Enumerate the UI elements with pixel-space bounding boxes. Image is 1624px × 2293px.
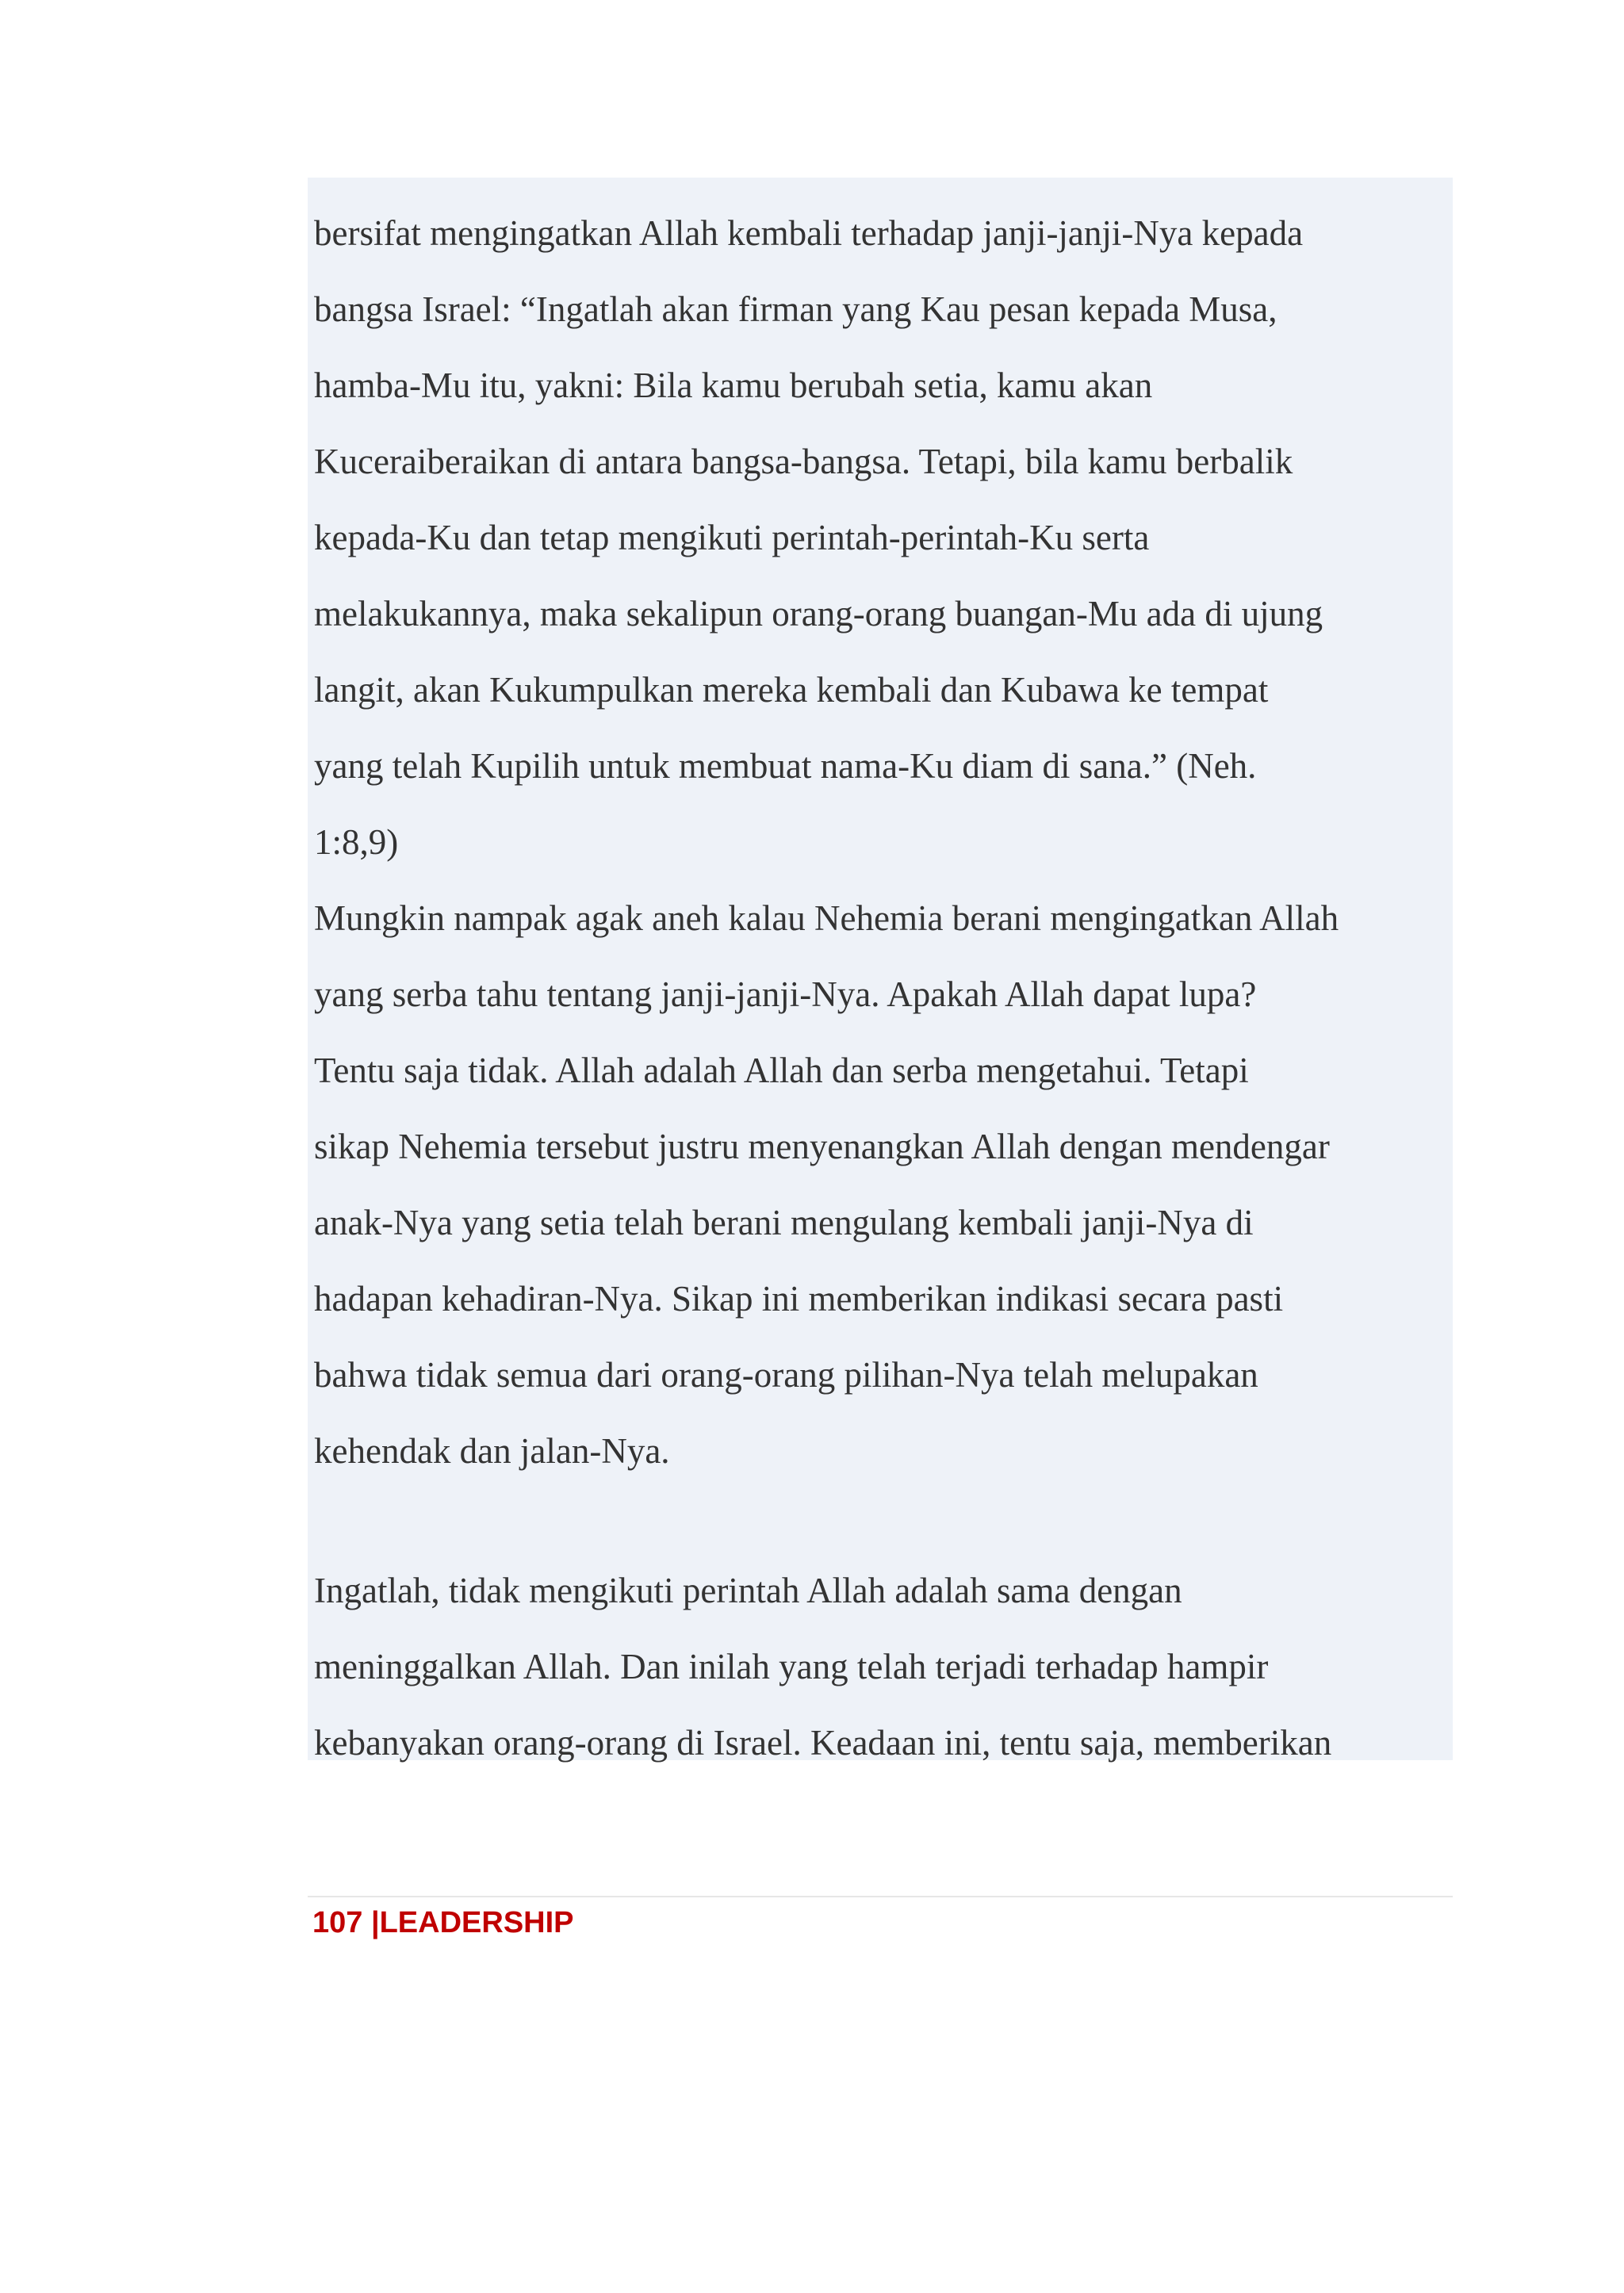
text-line-19: meninggalkan Allah. Dan inilah yang telah terjadi terhadap hampir: [314, 1647, 1269, 1686]
text-line-9: 1:8,9): [314, 822, 399, 862]
text-line-4: Kuceraiberaikan di antara bangsa-bangsa. Tetapi, bila kamu berbalik: [314, 442, 1293, 481]
text-block: [308, 178, 1453, 1763]
text-line-5: kepada-Ku dan tetap mengikuti perintah-perintah-Ku serta: [314, 518, 1150, 557]
text-line-20: kebanyakan orang-orang di Israel. Keadaan ini, tentu saja, memberikan: [314, 1723, 1332, 1763]
text-line-1: bersifat mengingatkan Allah kembali terhadap janji-janji-Nya kepada: [314, 213, 1304, 253]
text-line-15: hadapan kehadiran-Nya. Sikap ini memberikan indikasi secara pasti: [314, 1279, 1284, 1319]
text-line-7: langit, akan Kukumpulkan mereka kembali dan Kubawa ke tempat: [314, 670, 1269, 710]
text-line-16: bahwa tidak semua dari orang-orang pilihan-Nya telah melupakan: [314, 1355, 1258, 1395]
text-line-17: kehendak dan jalan-Nya.: [314, 1431, 670, 1471]
text-line-8: yang telah Kupilih untuk membuat nama-Ku diam di sana.” (Neh.: [314, 746, 1257, 786]
text-line-13: sikap Nehemia tersebut justru menyenangkan Allah dengan mendengar: [314, 1127, 1330, 1166]
text-line-18: Ingatlah, tidak mengikuti perintah Allah adalah sama dengan: [314, 1571, 1182, 1610]
page-footer: 107 |LEADERSHIP: [312, 1906, 574, 1939]
text-line-12: Tentu saja tidak. Allah adalah Allah dan serba mengetahui. Tetapi: [314, 1051, 1249, 1090]
text-line-2: bangsa Israel: “Ingatlah akan firman yang Kau pesan kepada Musa,: [314, 289, 1277, 329]
text-line-11: yang serba tahu tentang janji-janji-Nya. Apakah Allah dapat lupa?: [314, 974, 1257, 1014]
footer-divider: [308, 1896, 1453, 1897]
text-line-6: melakukannya, maka sekalipun orang-orang buangan-Mu ada di ujung: [314, 594, 1323, 634]
text-line-14: anak-Nya yang setia telah berani mengulang kembali janji-Nya di: [314, 1203, 1254, 1242]
text-line-10: Mungkin nampak agak aneh kalau Nehemia berani mengingatkan Allah: [314, 898, 1339, 938]
text-line-3: hamba-Mu itu, yakni: Bila kamu berubah setia, kamu akan: [314, 366, 1153, 405]
